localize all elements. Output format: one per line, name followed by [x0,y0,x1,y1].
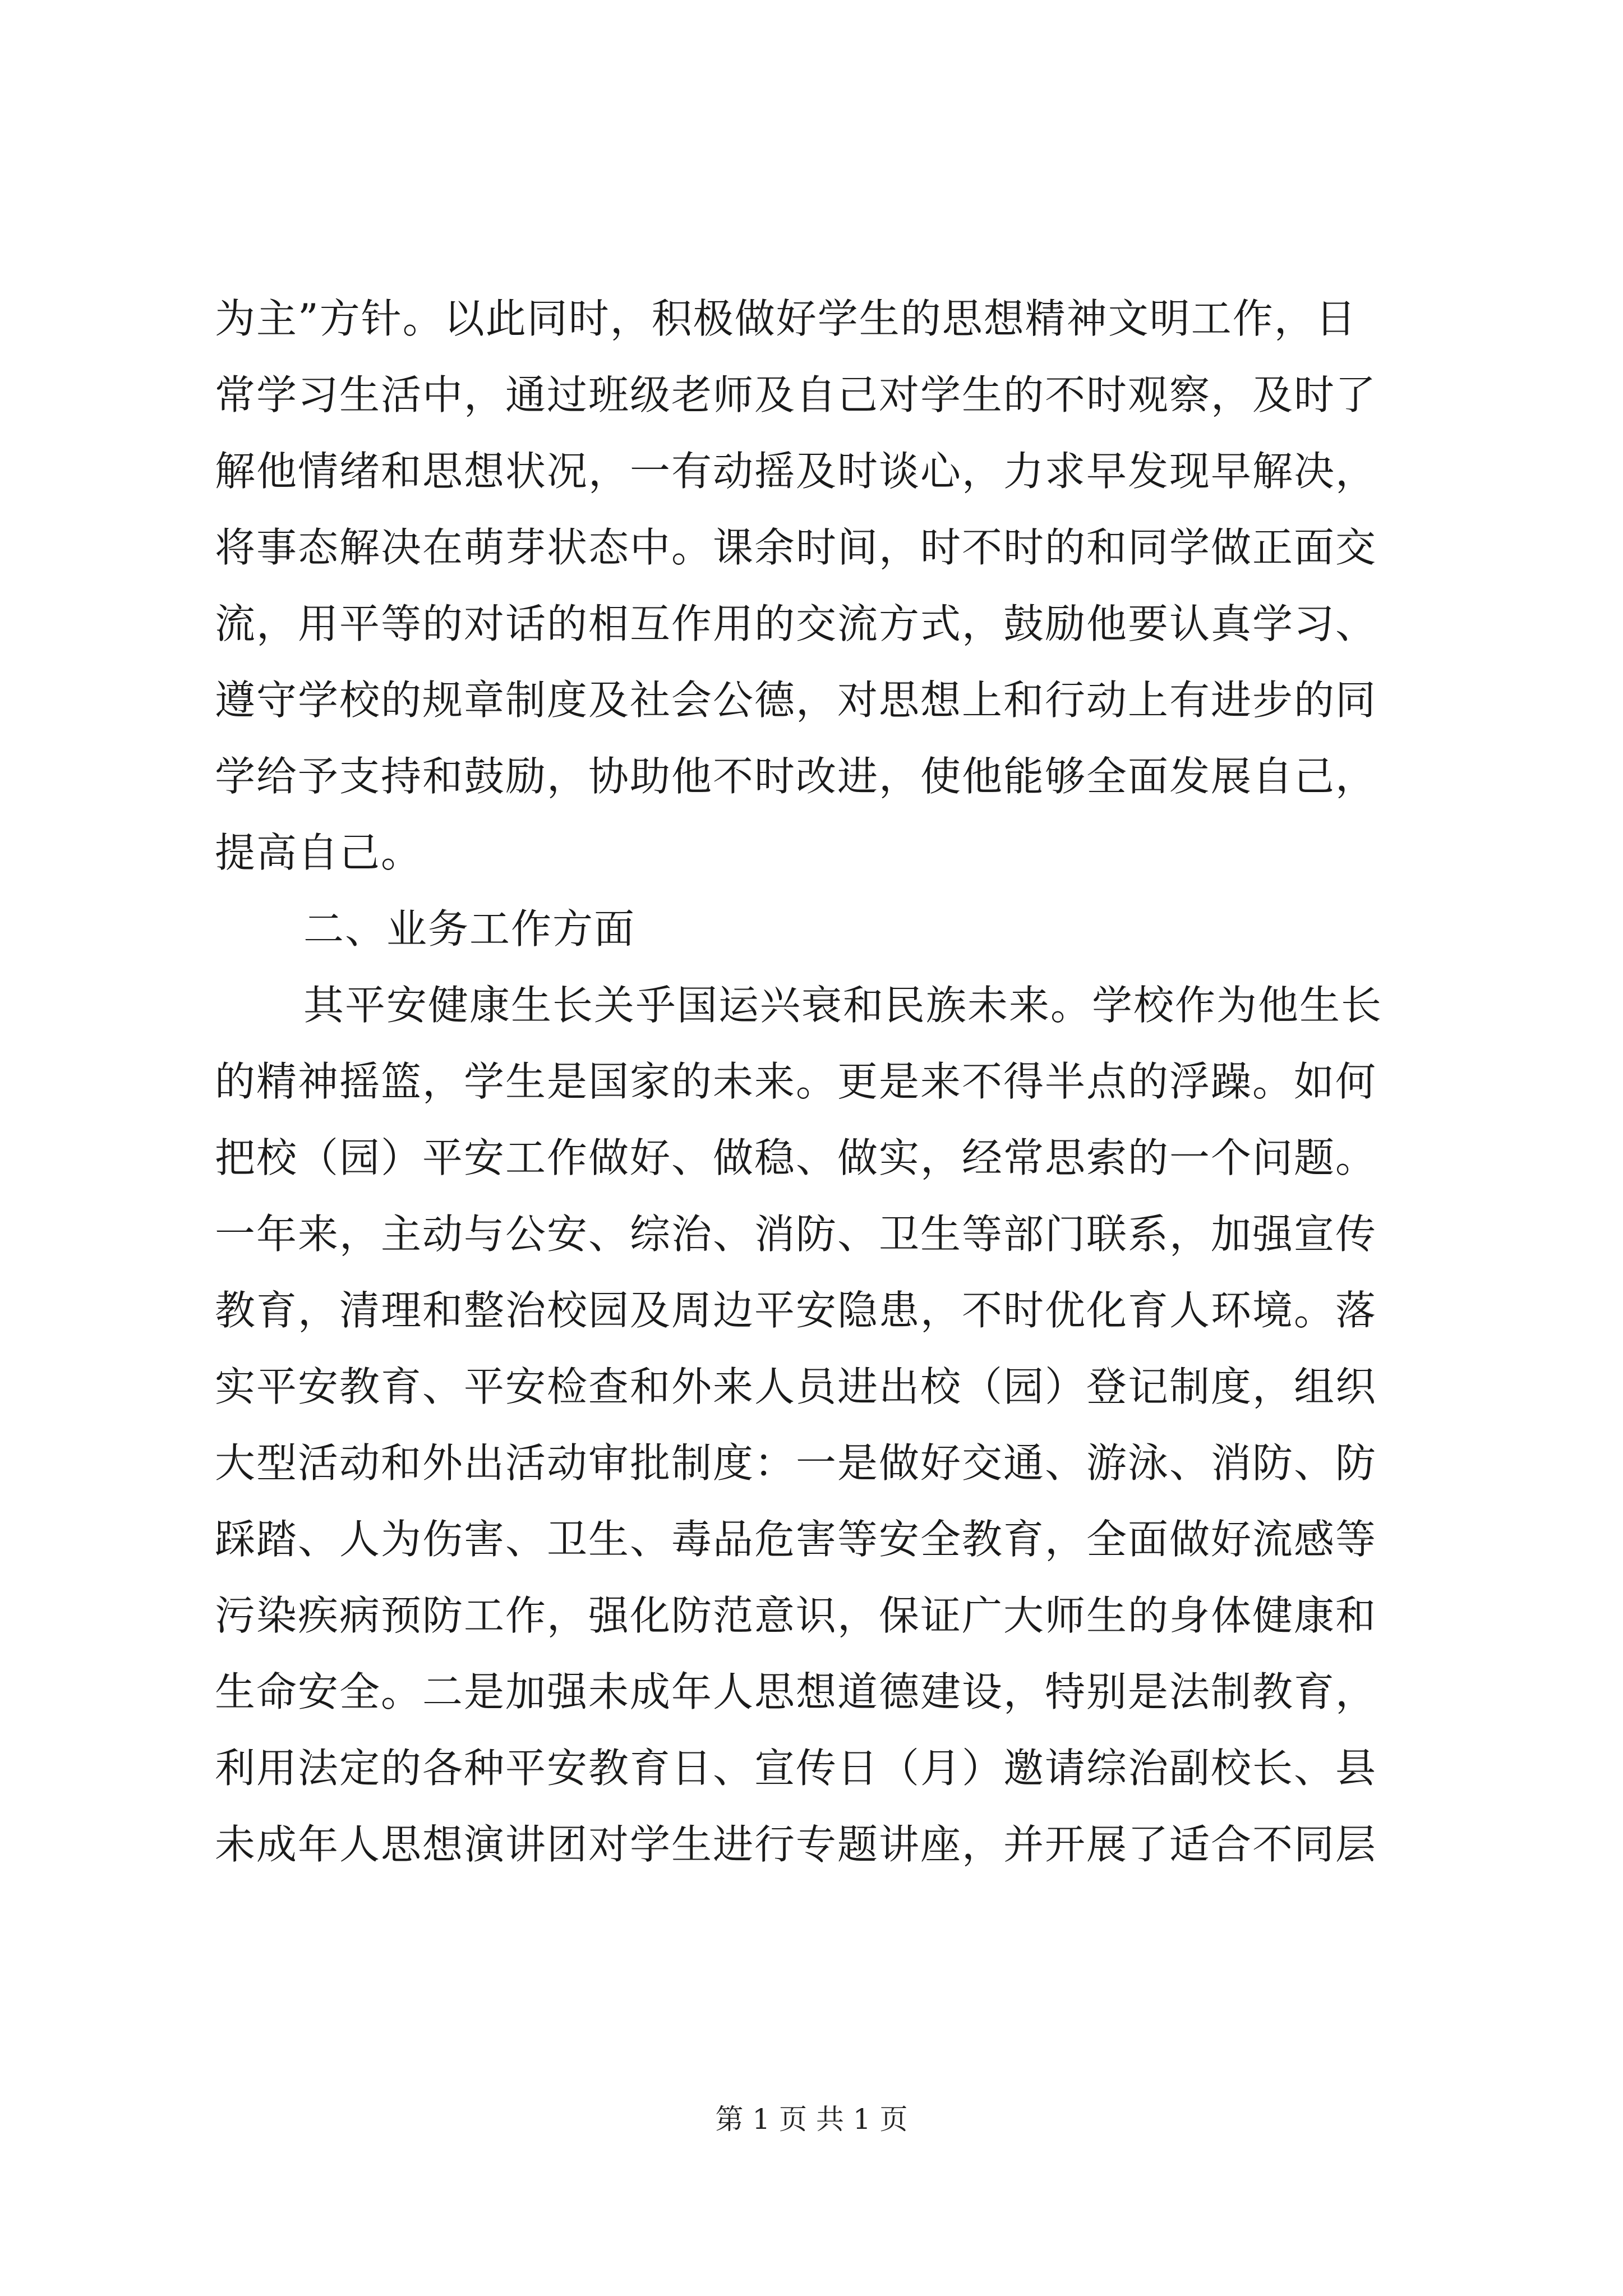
text-line: 污染疾病预防工作，强化防范意识，保证广大师生的身体健康和 [215,1592,1377,1639]
text-line: 遵守学校的规章制度及社会公德，对思想上和行动上有进步的同 [215,677,1377,724]
text-line: 提高自己。 [215,829,423,876]
text-line: 学给予支持和鼓励，协助他不时改进，使他能够全面发展自己， [215,753,1377,800]
text-line: 生命安全。二是加强未成年人思想道德建设，特别是法制教育， [215,1668,1377,1715]
text-line: 一年来，主动与公安、综治、消防、卫生等部门联系，加强宣传 [215,1211,1377,1258]
text-line: 未成年人思想演讲团对学生进行专题讲座，并开展了适合不同层 [215,1821,1377,1868]
text-line: 解他情绪和思想状况，一有动摇及时谈心，力求早发现早解决， [215,448,1377,495]
text-line: 教育，清理和整治校园及周边平安隐患，不时优化育人环境。落 [215,1287,1377,1334]
text-line: 实平安教育、平安检查和外来人员进出校（园）登记制度，组织 [215,1363,1377,1410]
text-line: 为主”方针。以此同时，积极做好学生的思想精神文明工作，日 [215,295,1357,342]
text-line: 将事态解决在萌芽状态中。课余时间，时不时的和同学做正面交 [215,524,1377,571]
text-line: 把校（园）平安工作做好、做稳、做实，经常思索的一个问题。 [215,1134,1377,1181]
text-line: 流，用平等的对话的相互作用的交流方式，鼓励他要认真学习、 [215,600,1377,647]
page-footer: 第 1 页 共 1 页 [715,2103,908,2136]
text-line: 其平安健康生长关乎国运兴衰和民族未来。学校作为他生长 [303,982,1383,1029]
text-line: 利用法定的各种平安教育日、宣传日（月）邀请综治副校长、县 [215,1745,1377,1792]
document-body [215,280,1408,1883]
text-line: 踩踏、人为伤害、卫生、毒品危害等安全教育，全面做好流感等 [215,1516,1377,1563]
text-line: 的精神摇篮，学生是国家的未来。更是来不得半点的浮躁。如何 [215,1058,1377,1105]
text-line: 常学习生活中，通过班级老师及自己对学生的不时观察，及时了 [215,371,1377,418]
text-line: 大型活动和外出活动审批制度：一是做好交通、游泳、消防、防 [215,1439,1377,1487]
section-heading: 二、业务工作方面 [303,905,636,953]
